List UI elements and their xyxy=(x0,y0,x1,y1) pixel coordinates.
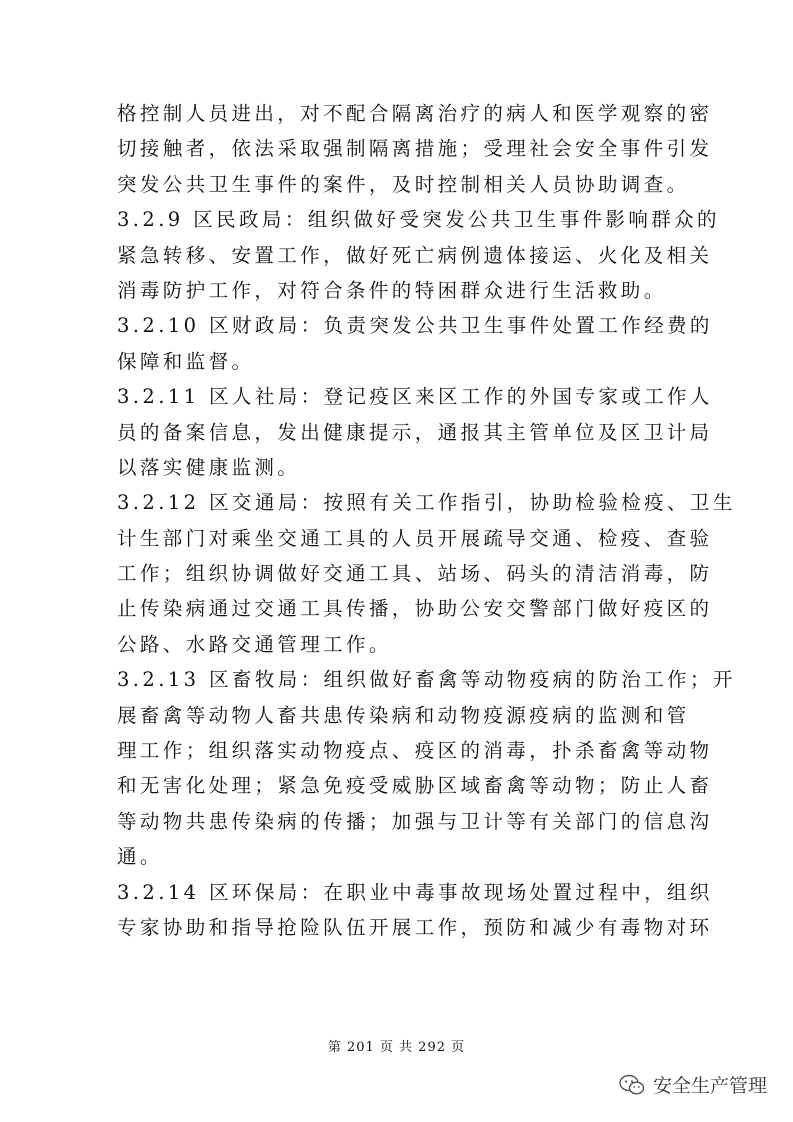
text-line: 专家协助和指导抢险队伍开展工作，预防和减少有毒物对环 xyxy=(117,915,713,939)
text-line: 等动物共患传染病的传播；加强与卫计等有关部门的信息沟 xyxy=(117,809,713,833)
watermark-text: 安全生产管理 xyxy=(652,1075,767,1097)
text-line: 工作；组织协调做好交通工具、站场、码头的清洁消毒，防 xyxy=(117,562,713,586)
text-line: 3.2.12 区交通局：按照有关工作指引，协助检验检疫、卫生 xyxy=(117,491,736,515)
text-line: 3.2.9 区民政局：组织做好受突发公共卫生事件影响群众的 xyxy=(117,208,720,232)
text-line: 保障和监督。 xyxy=(117,349,255,373)
page-number: 第 201 页 共 292 页 xyxy=(327,1040,466,1055)
text-line: 切接触者，依法采取强制隔离措施；受理社会安全事件引发 xyxy=(117,137,713,161)
text-line: 计生部门对乘坐交通工具的人员开展疏导交通、检疫、查验 xyxy=(117,526,713,550)
text-line: 突发公共卫生事件的案件，及时控制相关人员协助调查。 xyxy=(117,172,690,196)
text-line: 止传染病通过交通工具传播，协助公安交警部门做好疫区的 xyxy=(117,597,713,621)
text-line: 以落实健康监测。 xyxy=(117,455,301,479)
watermark xyxy=(619,1071,767,1098)
text-line: 3.2.14 区环保局：在职业中毒事故现场处置过程中，组织 xyxy=(117,880,713,904)
text-line: 公路、水路交通管理工作。 xyxy=(117,632,392,656)
wechat-icon xyxy=(619,1074,645,1096)
text-line: 消毒防护工作，对符合条件的特困群众进行生活救助。 xyxy=(117,278,667,302)
text-line: 员的备案信息，发出健康提示，通报其主管单位及区卫计局 xyxy=(117,420,713,444)
text-line: 通。 xyxy=(117,845,163,869)
text-line: 理工作；组织落实动物疫点、疫区的消毒，扑杀畜禽等动物 xyxy=(117,739,713,763)
document-body xyxy=(117,96,736,945)
text-line: 展畜禽等动物人畜共患传染病和动物疫源疫病的监测和管 xyxy=(117,703,690,727)
text-line: 3.2.10 区财政局：负责突发公共卫生事件处置工作经费的 xyxy=(117,314,713,338)
text-line: 格控制人员进出，对不配合隔离治疗的病人和医学观察的密 xyxy=(117,102,713,125)
text-line: 紧急转移、安置工作，做好死亡病例遗体接运、火化及相关 xyxy=(117,243,713,267)
text-line: 3.2.11 区人社局：登记疫区来区工作的外国专家或工作人 xyxy=(117,385,713,409)
text-line: 和无害化处理；紧急免疫受威胁区域畜禽等动物；防止人畜 xyxy=(117,774,713,798)
text-line: 3.2.13 区畜牧局：组织做好畜禽等动物疫病的防治工作；开 xyxy=(117,668,736,692)
